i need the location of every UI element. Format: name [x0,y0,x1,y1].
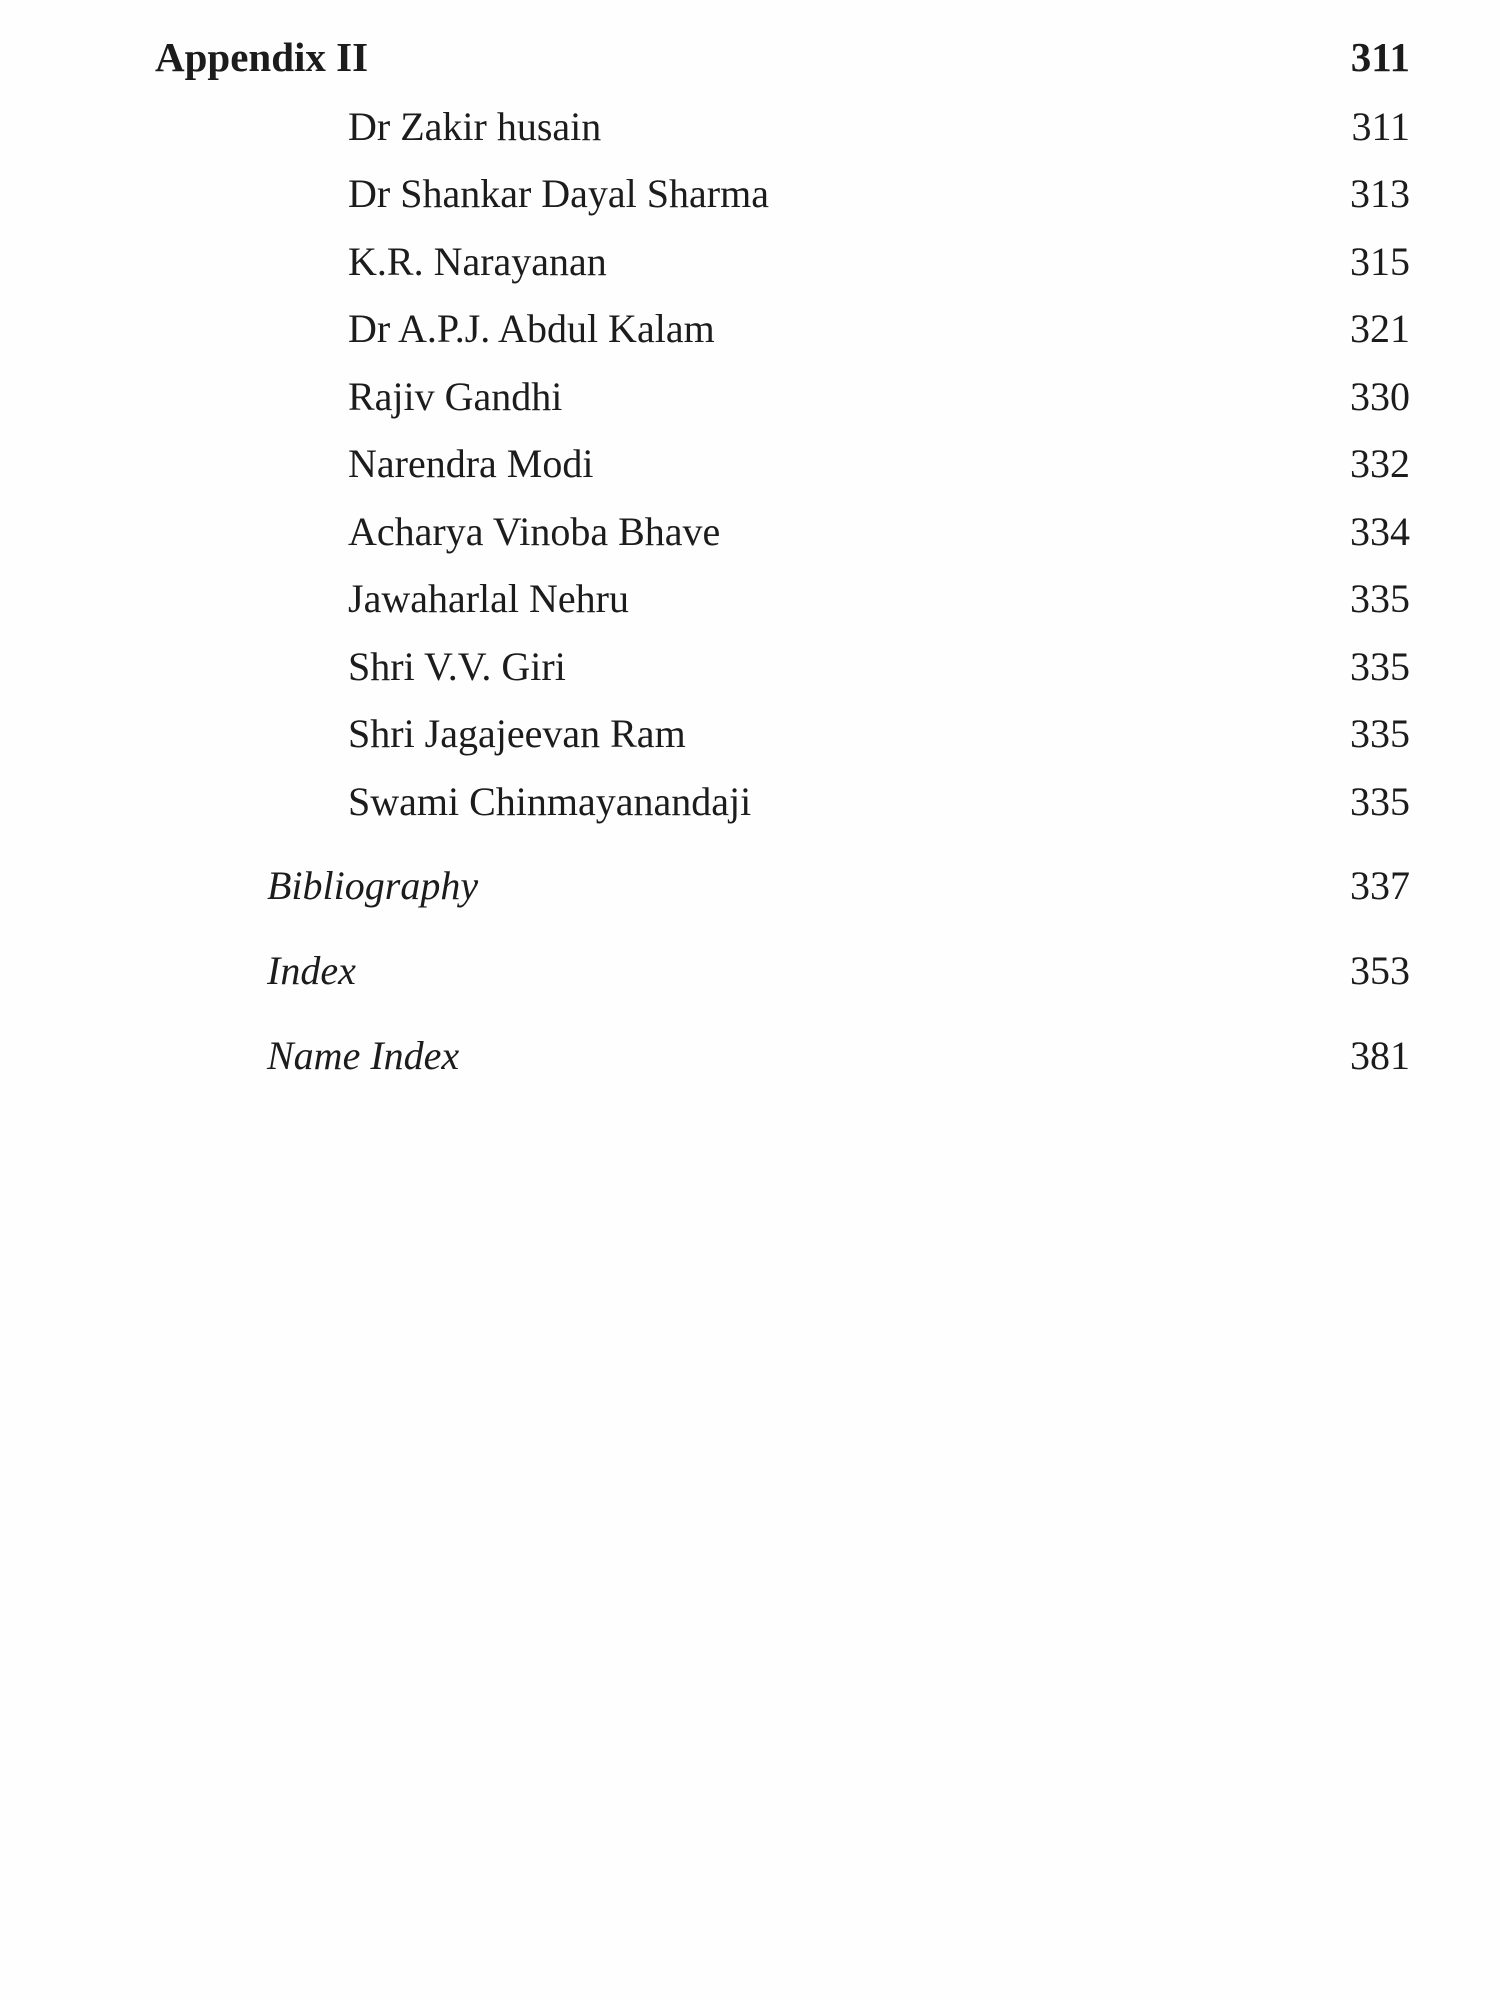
toc-back-page: 381 [1350,1033,1410,1078]
toc-entry-page: 335 [1350,644,1410,689]
toc-entry-title: K.R. Narayanan [348,239,607,284]
toc-entry-page: 335 [1350,711,1410,756]
toc-entry [0,772,1500,832]
toc-entry [0,704,1500,764]
toc-entry [0,164,1500,224]
toc-back-entry-bibliography [0,856,1500,916]
toc-entry [0,434,1500,494]
toc-entry [0,502,1500,562]
toc-heading-page: 311 [1350,34,1410,80]
toc-back-title: Name Index [267,1033,460,1078]
toc-heading-appendix-ii [0,27,1500,87]
toc-entry-page: 311 [1351,104,1410,149]
toc-entry [0,569,1500,629]
toc-entry-title: Jawaharlal Nehru [348,576,629,621]
toc-entry [0,367,1500,427]
toc-entry-title: Swami Chinmayanandaji [348,779,752,824]
toc-back-title: Index [267,948,356,993]
toc-back-page: 353 [1350,948,1410,993]
toc-entry-page: 335 [1350,576,1410,621]
toc-entry-title: Shri Jagajeevan Ram [348,711,686,756]
toc-entry-title: Dr Shankar Dayal Sharma [348,171,769,216]
toc-entry-page: 313 [1350,171,1410,216]
toc-back-title: Bibliography [267,863,479,908]
toc-entry-title: Shri V.V. Giri [348,644,566,689]
toc-entry [0,637,1500,697]
toc-entry-title: Rajiv Gandhi [348,374,563,419]
toc-back-entry-name-index [0,1026,1500,1086]
toc-entry [0,97,1500,157]
toc-back-entry-index [0,941,1500,1001]
toc-entry-page: 315 [1350,239,1410,284]
toc-entry-title: Dr Zakir husain [348,104,602,149]
toc-back-page: 337 [1350,863,1410,908]
toc-entry [0,299,1500,359]
toc-entry-page: 335 [1350,779,1410,824]
toc-entry [0,232,1500,292]
toc-entry-title: Acharya Vinoba Bhave [348,509,721,554]
toc-entry-page: 330 [1350,374,1410,419]
toc-entry-page: 321 [1350,306,1410,351]
toc-heading-title: Appendix II [155,34,369,80]
toc-entry-page: 334 [1350,509,1410,554]
toc-entry-title: Narendra Modi [348,441,594,486]
toc-entry-page: 332 [1350,441,1410,486]
toc-entry-title: Dr A.P.J. Abdul Kalam [348,306,715,351]
